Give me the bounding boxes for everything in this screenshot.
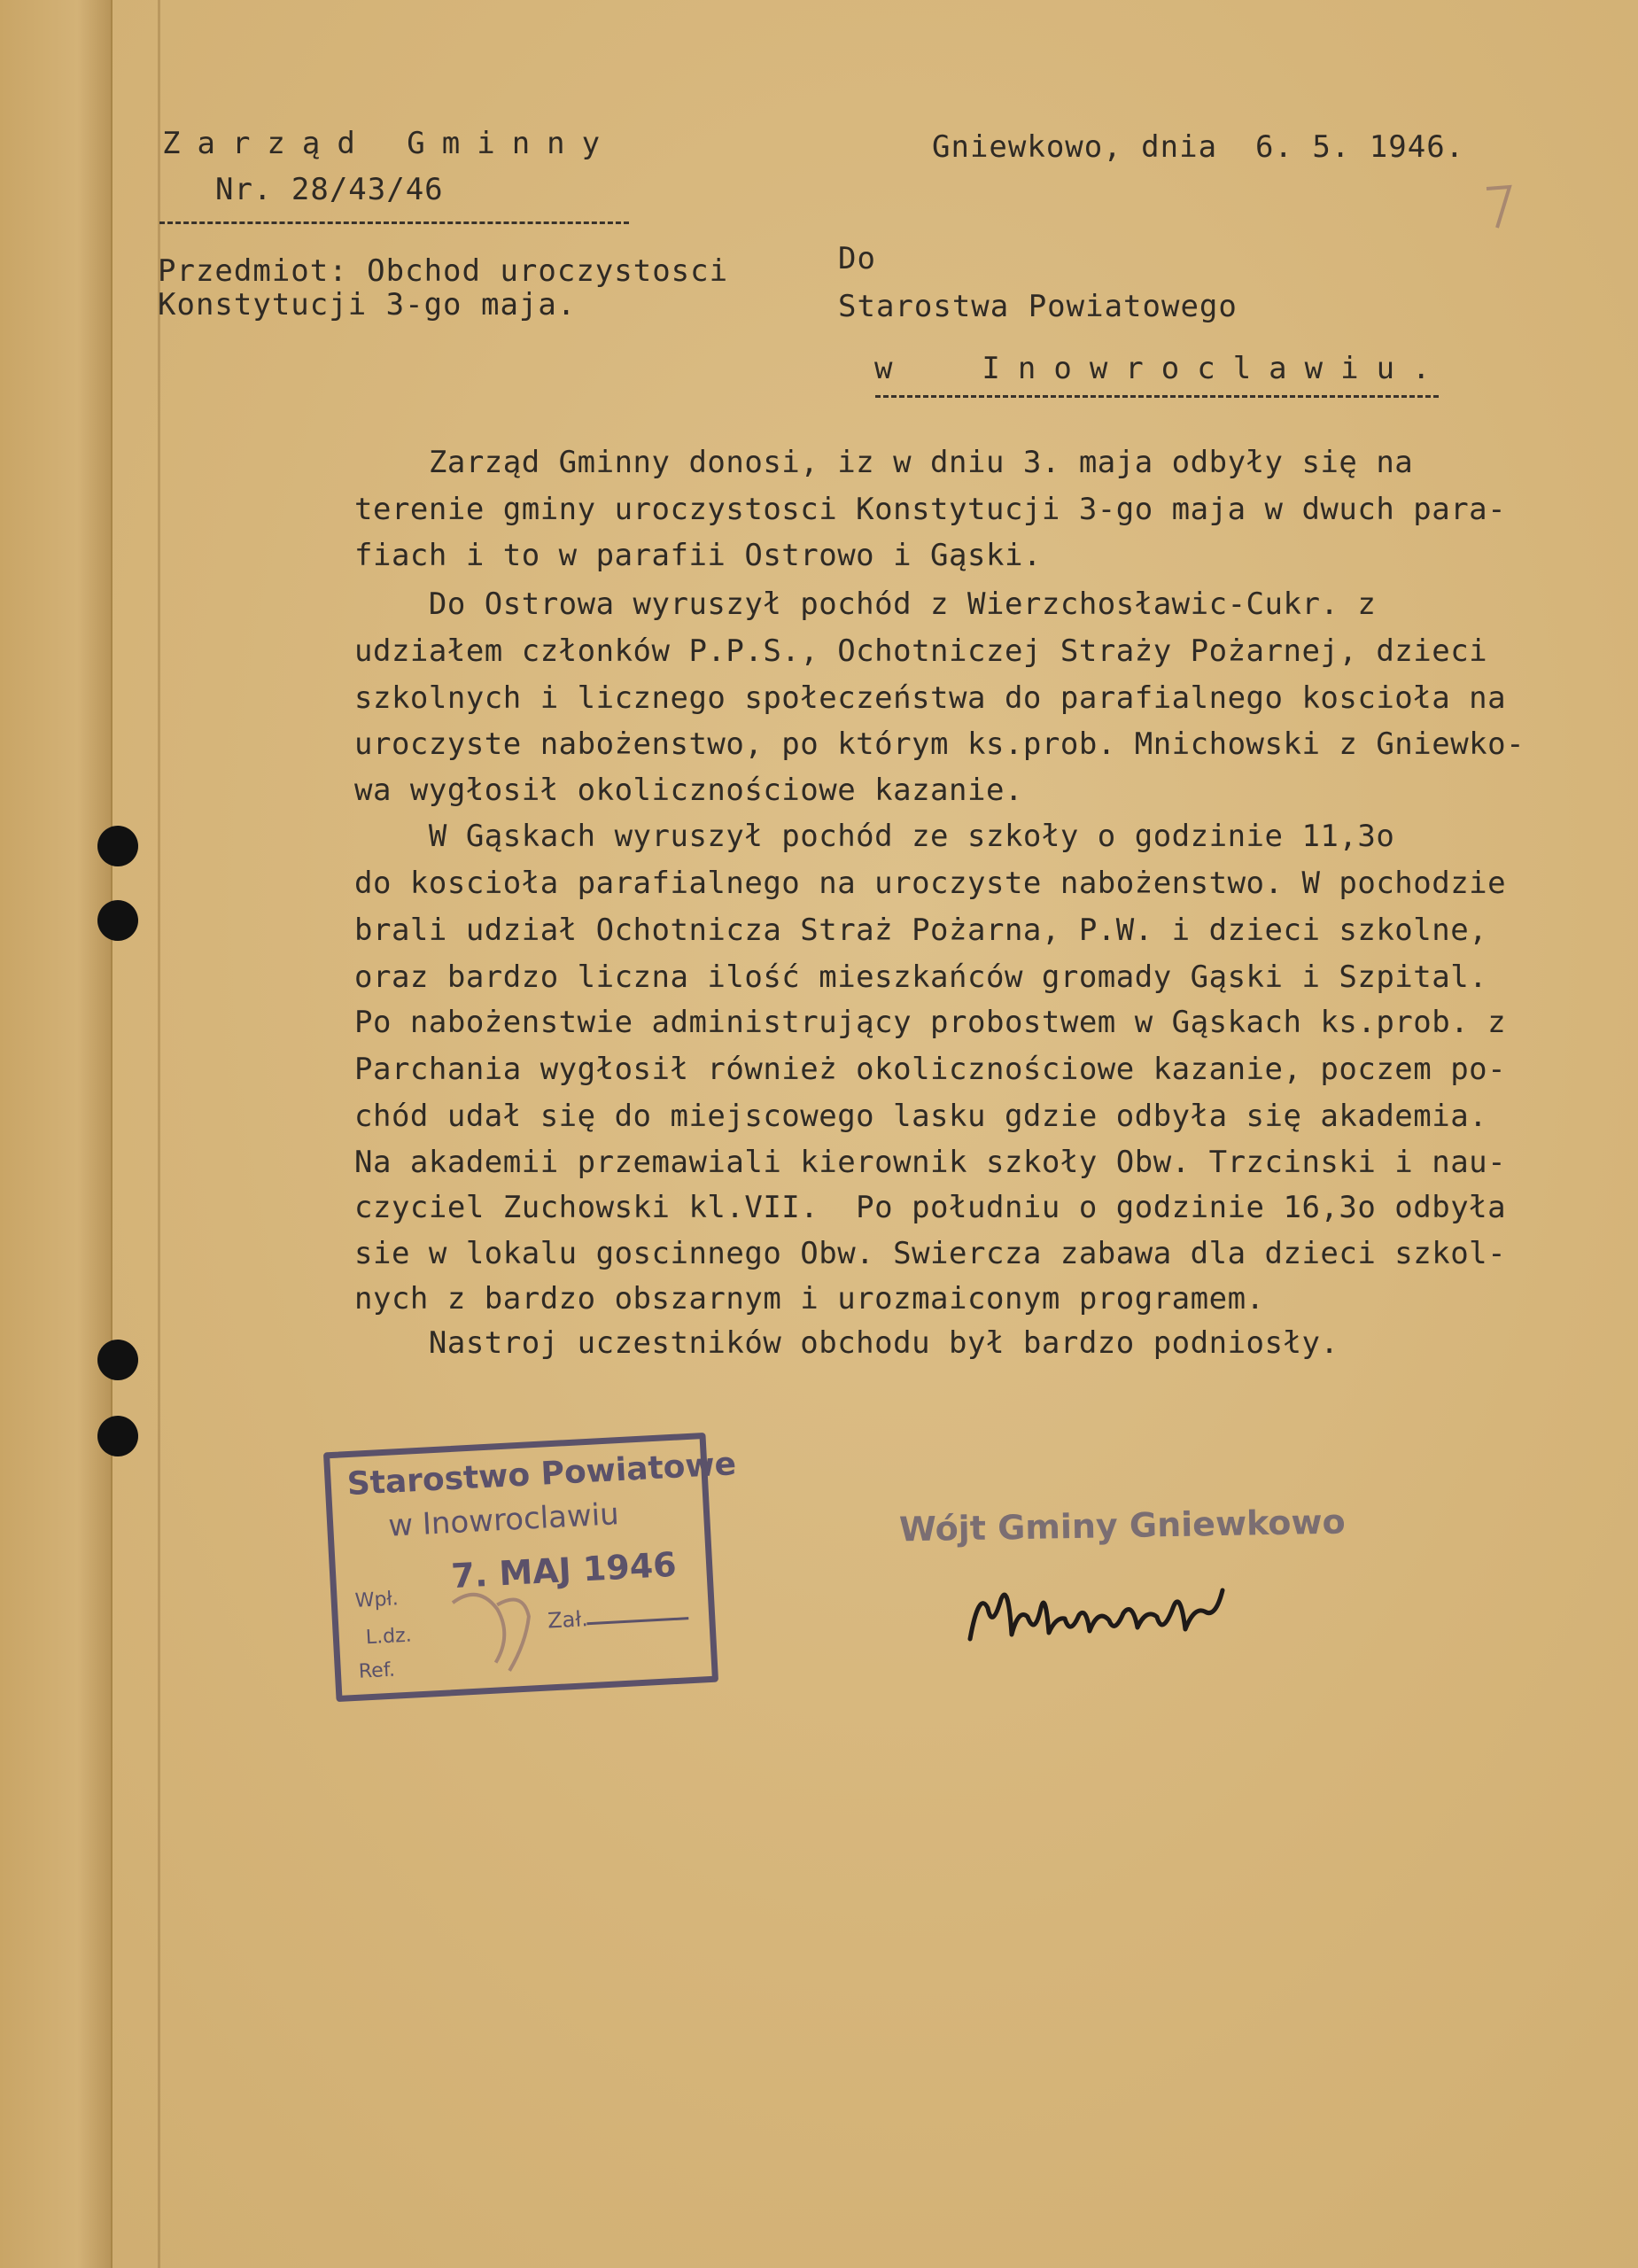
body-line: Zarząd Gminny donosi, iz w dniu 3. maja odbyły się na bbox=[354, 445, 1414, 480]
recipient-rule bbox=[875, 395, 1439, 398]
stamp-label-zal: Zał. bbox=[547, 1606, 589, 1634]
punch-hole bbox=[97, 900, 138, 941]
body-line: oraz bardzo liczna ilość mieszkańców gromady Gąski i Szpital. bbox=[354, 959, 1488, 995]
body-line: Po nabożenstwie administrujący probostwem w Gąskach ks.prob. z bbox=[354, 1005, 1507, 1040]
reference-number: Nr. 28/43/46 bbox=[215, 172, 444, 207]
body-line: Do Ostrowa wyruszył pochód z Wierzchosławic-Cukr. z bbox=[354, 586, 1377, 622]
body-line: nych z bardzo obszarnym i urozmaiconym programem. bbox=[354, 1281, 1265, 1317]
subject-line-1: Przedmiot: Obchod uroczystosci bbox=[158, 253, 729, 289]
body-line: Parchania wygłosił również okolicznościowe kazanie, poczem po- bbox=[354, 1052, 1507, 1087]
stamp-label-wplyw: Wpł. bbox=[354, 1588, 400, 1612]
body-line: terenie gminy uroczystosci Konstytucji 3-go maja w dwuch para- bbox=[354, 492, 1507, 527]
recipient-to: Do bbox=[838, 241, 876, 276]
body-line: szkolnych i licznego społeczeństwa do parafialnego koscioła na bbox=[354, 680, 1507, 716]
body-line: chód udał się do miejscowego lasku gdzie odbyła się akademia. bbox=[354, 1099, 1488, 1134]
body-line: uroczyste nabożenstwo, po którym ks.prob. Mnichowski z Gniewko- bbox=[354, 726, 1525, 762]
stamp-label-ldz: L.dz. bbox=[365, 1624, 413, 1650]
place-date: Gniewkowo, dnia 6. 5. 1946. bbox=[932, 129, 1465, 165]
body-line: udziałem członków P.P.S., Ochotniczej Straży Pożarnej, dzieci bbox=[354, 633, 1488, 669]
office-name: Zarząd Gminny bbox=[162, 126, 617, 161]
stamp-label-ref: Ref. bbox=[358, 1658, 396, 1683]
stamp-date: 7. MAJ 1946 bbox=[450, 1544, 678, 1596]
binding-edge bbox=[0, 0, 113, 2268]
body-line: czyciel Zuchowski kl.VII. Po południu o godzinie 16,3o odbyła bbox=[354, 1190, 1507, 1225]
fold-line bbox=[158, 0, 160, 2268]
body-line: Na akademii przemawiali kierownik szkoły Obw. Trzcinski i nau- bbox=[354, 1145, 1507, 1180]
punch-hole bbox=[97, 826, 138, 866]
official-stamp-text: Wójt Gminy Gniewkowo bbox=[898, 1502, 1347, 1550]
body-line: fiach i to w parafii Ostrowo i Gąski. bbox=[354, 538, 1042, 573]
handwritten-signature bbox=[957, 1555, 1240, 1670]
body-line: do koscioła parafialnego na uroczyste nabożenstwo. W pochodzie bbox=[354, 866, 1507, 901]
punch-hole bbox=[97, 1340, 138, 1380]
header-rule bbox=[159, 221, 629, 224]
pencil-page-mark bbox=[1481, 182, 1517, 235]
body-line: brali udział Ochotnicza Straż Pożarna, P.W. i dzieci szkolne, bbox=[354, 913, 1488, 948]
stamp-line bbox=[586, 1617, 688, 1625]
handwritten-mark bbox=[442, 1572, 545, 1683]
recipient-city: w Inowroclawiu. bbox=[874, 351, 1448, 386]
body-line: Nastroj uczestników obchodu był bardzo podniosły. bbox=[354, 1325, 1339, 1361]
stamp-city: w Inowroclawiu bbox=[387, 1496, 620, 1544]
receipt-stamp bbox=[323, 1433, 738, 1702]
recipient-office: Starostwa Powiatowego bbox=[838, 289, 1238, 324]
subject-line-2: Konstytucji 3-go maja. bbox=[158, 287, 577, 322]
stamp-office: Starostwo Powiatowe bbox=[345, 1446, 738, 1503]
body-line: W Gąskach wyruszył pochód ze szkoły o godzinie 11,3o bbox=[354, 819, 1395, 854]
body-line: wa wygłosił okolicznościowe kazanie. bbox=[354, 773, 1023, 808]
body-line: sie w lokalu goscinnego Obw. Swiercza zabawa dla dzieci szkol- bbox=[354, 1236, 1507, 1271]
punch-hole bbox=[97, 1416, 138, 1456]
